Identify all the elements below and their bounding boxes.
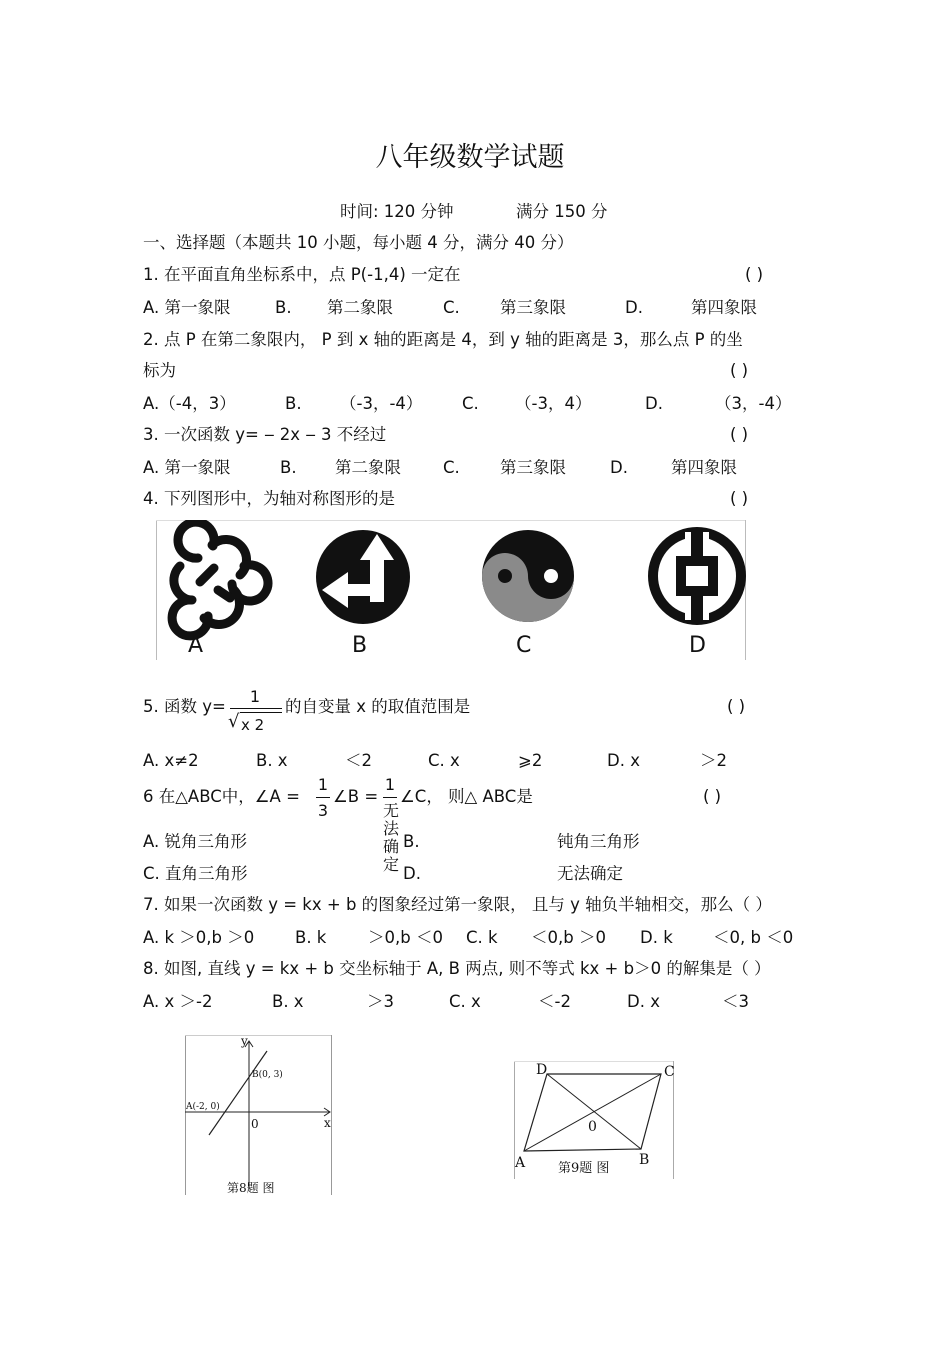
center-o-label: 0 xyxy=(588,1119,597,1135)
q1-option-b-letter: B. xyxy=(275,298,292,317)
q7-option-b-letter: B. k xyxy=(295,928,327,947)
answer-paren: ( ) xyxy=(730,361,749,380)
q5-option-c: ⩾2 xyxy=(518,751,543,770)
coin-logo-figure-d xyxy=(653,530,741,622)
q6-option-c: C. 直角三角形 xyxy=(143,864,248,883)
q5-option-c-letter: C. x xyxy=(428,751,460,770)
fraction-bar xyxy=(230,708,282,709)
q2-option-d-letter: D. xyxy=(645,394,663,413)
figure-label-a: A xyxy=(188,633,204,658)
q6-option-d-letter: D. xyxy=(403,864,421,883)
q7-option-d: ＜0, b ＜0 xyxy=(713,928,794,947)
q8-option-d: ＜3 xyxy=(722,992,749,1011)
q6-option-b-letter: B. xyxy=(403,832,420,851)
q4-figures xyxy=(156,520,746,660)
fraction-2-denominator: 无法确定 xyxy=(383,801,400,874)
vertex-b-label: B xyxy=(639,1152,650,1168)
score-info: 满分 150 分 xyxy=(516,202,608,221)
answer-paren: ( ) xyxy=(727,697,746,716)
question-1-stem: 1. 在平面直角坐标系中，点 P(-1,4) 一定在 xyxy=(143,265,461,284)
time-info: 时间: 120 分钟 xyxy=(340,202,454,221)
fraction-2-bar xyxy=(383,797,397,798)
q5-option-a: A. x≠2 xyxy=(143,751,199,770)
question-3-stem: 3. 一次函数 y= ‒ 2x ‒ 3 不经过 xyxy=(143,425,387,444)
sqrt-sign: √ xyxy=(228,711,240,732)
point-b-label: B(0, 3) xyxy=(252,1070,283,1080)
answer-paren: ( ) xyxy=(745,265,764,284)
fraction-1-numerator: 1 xyxy=(317,775,329,794)
arrow-sign-figure-b xyxy=(316,530,410,624)
fraction-denominator: x 2 xyxy=(241,716,265,734)
page-title: 八年级数学试题 xyxy=(375,142,565,173)
q8-option-d-letter: D. x xyxy=(627,992,660,1011)
q3-option-a: A. 第一象限 xyxy=(143,458,231,477)
section-heading: 一、选择题（本题共 10 小题，每小题 4 分，满分 40 分） xyxy=(143,233,574,252)
q5-option-b: ＜2 xyxy=(345,751,372,770)
figure-9-caption: 第9题 图 xyxy=(558,1161,610,1176)
q7-option-d-letter: D. k xyxy=(640,928,673,947)
q1-option-c: 第三象限 xyxy=(500,298,566,317)
q1-option-d-letter: D. xyxy=(625,298,643,317)
answer-paren: ( ) xyxy=(703,787,722,806)
y-axis-label: y xyxy=(241,1034,248,1048)
question-6-prefix: 6 在△ABC中，∠A = xyxy=(143,787,300,806)
q8-option-c-letter: C. x xyxy=(449,992,481,1011)
figure-label-b: B xyxy=(352,633,368,658)
q2-option-d: （3，-4） xyxy=(715,394,792,413)
q2-option-c-letter: C. xyxy=(462,394,479,413)
q6-option-d: 无法确定 xyxy=(557,864,623,883)
q7-option-c: ＜0,b ＞0 xyxy=(531,928,606,947)
q2-option-a: A.（-4，3） xyxy=(143,394,236,413)
q3-option-b: 第二象限 xyxy=(335,458,401,477)
answer-paren: ( ) xyxy=(730,489,749,508)
q6-option-b: 钝角三角形 xyxy=(557,832,640,851)
q7-option-a: A. k ＞0,b ＞0 xyxy=(143,928,255,947)
answer-paren: ( ) xyxy=(730,425,749,444)
figure-label-c: C xyxy=(516,633,532,658)
point-a-label: A(-2, 0) xyxy=(186,1102,220,1112)
q5-option-d: ＞2 xyxy=(700,751,727,770)
question-2-stem-cont: 标为 xyxy=(143,361,176,380)
sqrt-bar xyxy=(240,712,282,713)
q3-option-d: 第四象限 xyxy=(671,458,737,477)
figure-8-caption: 第8题 图 xyxy=(227,1181,275,1195)
q3-option-d-letter: D. xyxy=(610,458,628,477)
q1-option-a: A. 第一象限 xyxy=(143,298,231,317)
figure-label-d: D xyxy=(689,633,706,658)
q3-option-c: 第三象限 xyxy=(500,458,566,477)
q8-option-b-letter: B. x xyxy=(272,992,304,1011)
question-6-stem: ∠C， 则△ ABC是 xyxy=(400,787,533,806)
q3-option-b-letter: B. xyxy=(280,458,297,477)
q2-option-b: （-3，-4） xyxy=(340,394,423,413)
q3-option-c-letter: C. xyxy=(443,458,460,477)
q2-option-b-letter: B. xyxy=(285,394,302,413)
origin-label: 0 xyxy=(251,1117,259,1131)
q1-option-b: 第二象限 xyxy=(327,298,393,317)
vertex-d-label: D xyxy=(536,1062,548,1078)
yin-yang-figure-c xyxy=(482,530,574,622)
q8-option-a: A. x ＞-2 xyxy=(143,992,213,1011)
figure-8-graph xyxy=(185,1035,333,1195)
q8-option-b: ＞3 xyxy=(367,992,394,1011)
angle-b-text: ∠B = xyxy=(333,787,379,806)
vertex-a-label: A xyxy=(515,1155,526,1171)
q6-option-a: A. 锐角三角形 xyxy=(143,832,247,851)
q1-option-d: 第四象限 xyxy=(691,298,757,317)
knot-figure-a xyxy=(172,522,268,636)
x-axis-label: x xyxy=(324,1116,331,1130)
q7-option-c-letter: C. k xyxy=(466,928,498,947)
q1-option-c-letter: C. xyxy=(443,298,460,317)
q8-option-c: ＜-2 xyxy=(538,992,571,1011)
question-5-prefix: 5. 函数 y= xyxy=(143,697,226,716)
fraction-numerator: 1 xyxy=(249,687,261,706)
question-7-stem: 7. 如果一次函数 y = kx + b 的图象经过第一象限， 且与 y 轴负半轴相交，那么（ ） xyxy=(143,895,772,914)
q7-option-b: ＞0,b ＜0 xyxy=(368,928,443,947)
q5-option-d-letter: D. x xyxy=(607,751,640,770)
question-2-stem: 2. 点 P 在第二象限内， P 到 x 轴的距离是 4，到 y 轴的距离是 3，那么点 P 的坐 xyxy=(143,330,743,349)
question-8-stem: 8. 如图, 直线 y = kx + b 交坐标轴于 A, B 两点, 则不等式 kx + b＞0 的解集是（ ） xyxy=(143,959,771,978)
q2-option-c: （-3，4） xyxy=(515,394,592,413)
fraction-1-denominator: 3 xyxy=(317,801,329,820)
fraction-2-numerator: 1 xyxy=(384,775,396,794)
fraction-1-bar xyxy=(316,797,330,798)
figure-9-parallelogram xyxy=(514,1061,676,1179)
question-4-stem: 4. 下列图形中，为轴对称图形的是 xyxy=(143,489,395,508)
q5-option-b-letter: B. x xyxy=(256,751,288,770)
question-5-stem: 的自变量 x 的取值范围是 xyxy=(285,697,471,716)
vertex-c-label: C xyxy=(664,1064,675,1080)
